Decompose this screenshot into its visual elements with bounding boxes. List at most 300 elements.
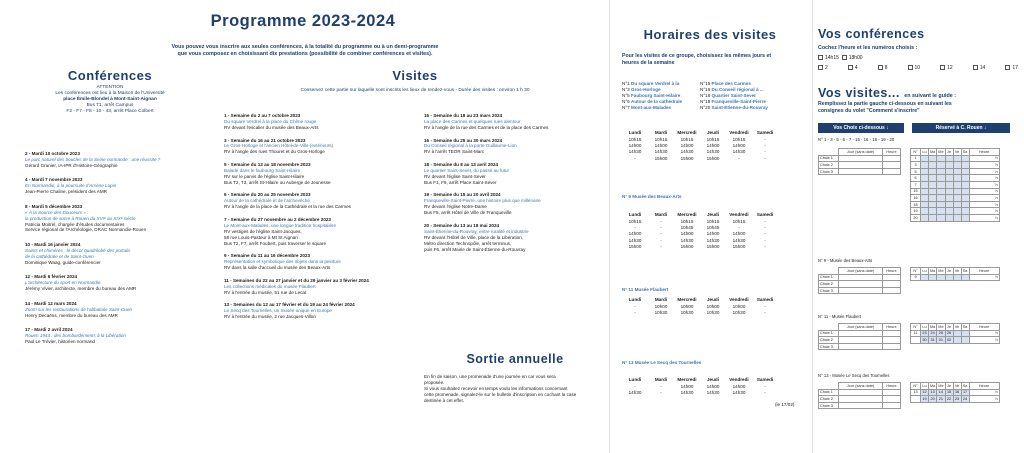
reserve-table xyxy=(910,267,1000,281)
day-cell: 23 xyxy=(954,396,960,401)
attention-label: ATTENTION xyxy=(96,85,124,90)
time-cell: 14h30 xyxy=(628,390,642,396)
block-3-label: N° 11 - Musée Flaubert xyxy=(818,314,862,319)
group-number: N°1 xyxy=(622,81,630,86)
day-cell xyxy=(953,188,961,195)
jour-input[interactable] xyxy=(839,337,883,344)
row-number: 15 xyxy=(911,188,921,195)
visit-date: 18 - Semaine du 8 au 13 avril 2024 xyxy=(424,162,499,168)
group-name: Mont-aux-Malades xyxy=(631,104,672,110)
jour-input[interactable] xyxy=(839,389,883,396)
group-number: N°20 xyxy=(700,104,711,110)
choice-header-row xyxy=(819,383,901,390)
reserve-row xyxy=(911,208,1000,215)
block-4-label: N° 13 - Musée Le Secq des Tournelles xyxy=(818,373,890,378)
day-cell xyxy=(945,162,953,169)
day-cell xyxy=(929,274,937,281)
conferences-title: Conférences xyxy=(67,68,153,83)
time-cell: - xyxy=(764,137,766,142)
reserve-row xyxy=(911,168,1000,175)
heure-input[interactable] xyxy=(883,281,901,288)
time-cell: 10h00 xyxy=(706,304,720,309)
visit-rv: Métro direction Technopôle, arrêt terminus, xyxy=(424,240,512,246)
heure-input[interactable] xyxy=(883,402,901,409)
visit-date: 15 - Semaine du 18 au 23 mars 2024 xyxy=(424,113,503,118)
day-cell xyxy=(953,181,961,188)
choice-label: Choix 1 xyxy=(819,155,839,162)
jour-input[interactable] xyxy=(839,287,883,294)
reserve-grid-2 xyxy=(910,267,1000,281)
vos-choix-button[interactable]: Vos Choix ci-dessous ↓ xyxy=(818,123,904,133)
time-cell: 10h15 xyxy=(706,219,720,224)
weekday-header: Ma xyxy=(930,149,936,154)
time-cell: 14h30 xyxy=(706,149,720,155)
jour-input[interactable] xyxy=(839,274,883,281)
schedule-table xyxy=(622,212,778,250)
day-header: Mercredi xyxy=(677,130,697,136)
choice-header-row xyxy=(819,324,901,331)
choice-label: Choix 3 xyxy=(819,287,839,294)
day-cell xyxy=(929,175,937,182)
time-cell: 10h00 xyxy=(654,304,668,309)
heure-input[interactable] xyxy=(883,287,901,294)
time-cell: - xyxy=(764,310,766,316)
choice-table xyxy=(818,267,901,294)
heure-header: Heure xyxy=(883,268,901,275)
choice-label: Choix 3 xyxy=(819,402,839,409)
group-list-right xyxy=(700,81,805,111)
number-option[interactable] xyxy=(818,65,828,71)
time-cell: 14h30 xyxy=(654,149,668,155)
heure-input[interactable] xyxy=(883,168,901,175)
conferences-list xyxy=(25,151,215,354)
jour-input[interactable] xyxy=(839,155,883,162)
day-header: Mardi xyxy=(654,212,668,218)
time-cell: 14h30 xyxy=(628,149,642,155)
time-cell: 10h15 xyxy=(732,219,746,224)
schedule-table-2 xyxy=(622,212,778,250)
time-cell: - xyxy=(764,149,766,155)
day-cell: 25 xyxy=(937,330,945,337)
group-name: Gros-Horloge xyxy=(631,86,661,92)
horaires-title: Horaires des visites xyxy=(643,27,777,42)
day-header: Vendredi xyxy=(729,377,749,383)
conference-item xyxy=(25,151,215,169)
heure-input[interactable] xyxy=(883,155,901,162)
weekday-header: Ma xyxy=(930,383,936,388)
checkbox-icon[interactable] xyxy=(973,65,978,70)
sortie-line: cette promenade, signalez-le sur le bulletin d'inscription en cochant la case xyxy=(424,391,577,397)
time-cell: - xyxy=(634,304,636,309)
visit-rv: Bus T2, F7, arrêt Foubert, puis traverser le square xyxy=(224,240,327,246)
visit-rv: RV à l'entrée du musée, 51 rue de Lecat xyxy=(224,289,307,295)
time-cell: - xyxy=(660,243,662,249)
day-cell xyxy=(945,195,953,202)
heure-cell: h xyxy=(969,168,999,175)
checkbox-icon[interactable] xyxy=(818,65,823,70)
conference-item xyxy=(25,301,215,319)
blank-cell xyxy=(819,268,839,275)
vos-visites-title: Vos visites... xyxy=(818,86,900,100)
reserve-grid-3 xyxy=(910,323,1000,344)
sortie-line: Si vous souhaitez recevoir en temps voulu les informations concernant xyxy=(424,385,568,391)
choice-row xyxy=(819,168,901,175)
number-option[interactable] xyxy=(848,65,858,71)
heure-cell: h xyxy=(969,274,999,281)
group-name: Quartier Saint-Sever xyxy=(711,92,756,98)
day-cell xyxy=(937,155,945,162)
group-name: Saint-Étienne-du-Rouvray xyxy=(711,104,768,110)
jour-header: Jour (sans date) xyxy=(839,268,883,275)
group-number: N°15 xyxy=(700,81,711,86)
day-cell: 19 xyxy=(922,396,927,401)
conference-item xyxy=(25,204,215,234)
row-number: 19 xyxy=(911,208,921,215)
reserve-row xyxy=(911,389,1000,396)
time-cell: - xyxy=(764,243,766,249)
visit-title: Balade dans le faubourg Saint-Hilaire xyxy=(224,167,301,173)
visites-intro: Conservez cette partie sur laquelle sont inscrits les lieux de rendez-vous - Durée des visites : environ 1 h 30 xyxy=(300,88,530,93)
number-option[interactable] xyxy=(878,65,888,71)
choice-row xyxy=(819,337,901,344)
jour-input[interactable] xyxy=(839,162,883,169)
row-number: 3 xyxy=(911,162,921,169)
heure-input[interactable] xyxy=(883,162,901,169)
number-label: 17 xyxy=(1012,65,1018,71)
row-number: 13 xyxy=(911,389,921,396)
jour-input[interactable] xyxy=(839,396,883,403)
weekday-header: Ve xyxy=(954,324,960,329)
day-cell xyxy=(961,201,969,208)
time-cell: 10h15 xyxy=(706,137,720,142)
weekday-header: Sa xyxy=(962,149,968,154)
heure-input[interactable] xyxy=(883,330,901,337)
weekday-header: Lu xyxy=(922,324,927,329)
conference-title: L'architecture du sport en Normandie xyxy=(25,280,101,286)
time-cell: 14h00 xyxy=(628,143,642,149)
day-cell xyxy=(961,337,969,344)
day-cell xyxy=(921,195,929,202)
time-cell: 14h00 xyxy=(654,143,668,149)
day-cell xyxy=(929,155,937,162)
jour-input[interactable] xyxy=(839,402,883,409)
conference-speaker: Patricia Moitrel, chargée d'études documentaires xyxy=(25,221,125,227)
day-cell xyxy=(961,168,969,175)
group-number: N°19 xyxy=(700,98,711,104)
day-cell xyxy=(953,201,961,208)
weekday-header: Lu xyxy=(922,268,927,273)
choice-label: Choix 2 xyxy=(819,162,839,169)
row-number: 16 xyxy=(911,195,921,202)
heure-cell: h xyxy=(969,195,999,202)
day-cell xyxy=(961,214,969,221)
choice-label: Choix 1 xyxy=(819,389,839,396)
conference-title: Zoom sur les restaurations de l'abbatiale Saint-Ouen xyxy=(25,306,133,312)
day-cell xyxy=(953,330,961,337)
vos-visites-heading xyxy=(818,84,1023,102)
programme-title: Programme 2023-2024 xyxy=(210,12,396,30)
heure-header: Heure xyxy=(969,149,999,156)
day-cell xyxy=(921,188,929,195)
checkbox-icon[interactable] xyxy=(842,55,847,60)
checkbox-icon[interactable] xyxy=(818,55,823,60)
schedule-table-1 xyxy=(622,130,778,162)
time-cell: 14h00 xyxy=(680,231,694,237)
checkbox-icon[interactable] xyxy=(878,65,883,70)
choice-row xyxy=(819,281,901,288)
reserve-header-row xyxy=(911,383,1000,390)
day-cell: 12 xyxy=(922,390,927,395)
visites-title: Visites xyxy=(392,68,438,83)
time-cell: 10h30 xyxy=(654,310,668,316)
visit-rv: RV à l'arrêt TEOR Saint-Marc xyxy=(424,149,485,155)
day-cell xyxy=(953,155,961,162)
group-number: N°6 xyxy=(622,98,630,104)
time-option[interactable] xyxy=(842,55,863,61)
day-cell xyxy=(921,155,929,162)
checkbox-icon[interactable] xyxy=(848,65,853,70)
row-number: 9 xyxy=(911,274,921,281)
day-cell: 31 xyxy=(929,337,937,344)
reserve-row xyxy=(911,162,1000,169)
time-cell: 10h45 xyxy=(680,225,694,231)
choice-table xyxy=(818,382,901,409)
heure-input[interactable] xyxy=(883,343,901,350)
group-name: Du square Verdrel à la xyxy=(631,81,680,86)
heure-cell: h xyxy=(969,188,999,195)
day-cell xyxy=(937,162,945,169)
day-cell: 02 xyxy=(946,337,952,342)
day-cell: 24 xyxy=(962,396,968,401)
visit-rv: puis F6, arrêt Mairie de Saint-Étienne-du-Rouvray xyxy=(424,246,526,252)
jour-input[interactable] xyxy=(839,330,883,337)
number-header: N° xyxy=(911,383,921,390)
day-cell xyxy=(953,162,961,169)
day-cell xyxy=(929,181,937,188)
day-cell: 16 xyxy=(954,390,960,395)
intro-line-1: Vous pouvez vous inscrire aux seules conférences, à la totalité du programme ou à un demi-programme xyxy=(171,44,439,50)
table-header-row xyxy=(622,130,778,137)
reserve-row xyxy=(911,396,1000,403)
checkbox-icon[interactable] xyxy=(908,65,913,70)
blank-cell xyxy=(819,324,839,331)
visit-date: 3 - Semaine du 16 au 21 octobre 2023 xyxy=(224,137,306,143)
blank-cell xyxy=(819,383,839,390)
group-item xyxy=(700,105,805,111)
heure-cell: h xyxy=(969,201,999,208)
sortie-title: Sortie annuelle xyxy=(466,352,564,366)
day-header: Vendredi xyxy=(729,212,749,218)
heure-input[interactable] xyxy=(883,274,901,281)
day-cell xyxy=(953,274,961,281)
conference-title: En Normandie, à la poursuite d'Arsène Lupin xyxy=(25,183,117,189)
day-cell xyxy=(921,274,929,281)
number-option[interactable] xyxy=(940,65,953,71)
table-header-row xyxy=(622,212,778,219)
notice-line: place Émile-Blondel à Mont-Saint-Aignan xyxy=(63,96,157,102)
jour-header: Jour (sans date) xyxy=(839,383,883,390)
group-number: N°16 xyxy=(700,86,711,92)
time-cell: 10h15 xyxy=(680,219,694,224)
day-cell xyxy=(945,155,953,162)
visit-title: Du square Verdrel à la place du Chêne rouge xyxy=(224,118,317,124)
conference-title: « À la Source des Douceurs » : xyxy=(25,209,89,215)
day-header: Samedi xyxy=(756,212,774,218)
time-cell: 10h15 xyxy=(654,137,668,142)
time-choices xyxy=(818,55,863,61)
day-cell: 26 xyxy=(946,331,952,336)
row-number xyxy=(911,396,921,403)
day-cell xyxy=(961,195,969,202)
weekday-header: Sa xyxy=(962,268,968,273)
row-number: 7 xyxy=(911,181,921,188)
sortie-line: proposée. xyxy=(424,379,445,385)
visit-rv: Bus F5, arrêt Hôtel de Ville de Franqueville xyxy=(424,210,512,216)
number-label: 2 xyxy=(825,65,828,71)
day-cell: 17 xyxy=(962,390,968,395)
visit-rv: RV à l'angle de la place de la Cathédrale et la rue des Carmes xyxy=(224,204,351,210)
reserve-table xyxy=(910,382,1000,403)
row-number: 5 xyxy=(911,168,921,175)
blank-cell xyxy=(819,149,839,156)
heure-input[interactable] xyxy=(883,396,901,403)
heure-input[interactable] xyxy=(883,337,901,344)
schedule-label-3: N° 11 Musée Flaubert xyxy=(622,287,669,292)
conference-item xyxy=(25,327,215,345)
visit-title: Saint-Étienne-du-Rouvray, entre ruralité et industrie xyxy=(424,228,529,234)
day-cell xyxy=(953,214,961,221)
heure-cell: h xyxy=(969,337,999,344)
visit-item xyxy=(224,113,416,131)
time-cell: - xyxy=(634,155,636,161)
time-cell: 14h00 xyxy=(706,384,720,389)
schedule-label-2: N° 9 Musée des Beaux-Arts xyxy=(622,194,682,199)
group-number: N°3 xyxy=(622,86,630,92)
visit-title: Franqueville-Saint-Pierre, une histoire plus que millénaire xyxy=(424,198,541,204)
day-cell xyxy=(937,274,945,281)
time-cell: - xyxy=(634,384,636,389)
row-number: 1 xyxy=(911,155,921,162)
schedule-table xyxy=(622,377,778,396)
schedule-label-4: N° 13 Musée Le Secq des Tournelles xyxy=(622,360,702,365)
reserve-row xyxy=(911,214,1000,221)
conference-date: 17 - Mardi 2 avril 2024 xyxy=(25,327,73,333)
checkbox-icon[interactable] xyxy=(1005,65,1010,70)
day-cell xyxy=(953,195,961,202)
number-header: N° xyxy=(911,149,921,156)
time-cell: 15h00 xyxy=(680,155,694,161)
reserve-row xyxy=(911,330,1000,337)
heure-header: Heure xyxy=(969,324,999,331)
choice-grid-3 xyxy=(818,323,901,350)
number-option[interactable] xyxy=(1005,65,1018,71)
day-header: Lundi xyxy=(628,212,642,218)
heure-cell: h xyxy=(969,175,999,182)
row-number: 11 xyxy=(911,330,921,337)
day-header: Samedi xyxy=(756,130,774,136)
group-name: Franqueville-Saint-Pierre xyxy=(711,98,766,104)
reserve-row xyxy=(911,175,1000,182)
day-cell: 30 xyxy=(922,337,927,342)
jour-header: Jour (sans date) xyxy=(839,324,883,331)
day-cell xyxy=(929,162,937,169)
number-option[interactable] xyxy=(973,65,986,71)
day-cell xyxy=(929,195,937,202)
choice-row xyxy=(819,402,901,409)
jour-input[interactable] xyxy=(839,281,883,288)
checkbox-icon[interactable] xyxy=(940,65,945,70)
time-option[interactable] xyxy=(818,55,839,61)
jour-input[interactable] xyxy=(839,343,883,350)
time-cell: 15h00 xyxy=(654,155,668,161)
time-cell: 14h30 xyxy=(732,390,746,396)
visit-rv: RV à l'angle des rues Thouret et du Gros-Horloge xyxy=(224,149,325,155)
schedule-table xyxy=(622,297,778,316)
time-cell: - xyxy=(634,225,636,231)
time-cell: 14h30 xyxy=(706,390,720,396)
day-cell xyxy=(945,208,953,215)
conference-speaker: Jean-Pierre Chaline, président des AMR xyxy=(25,189,107,195)
day-cell xyxy=(953,175,961,182)
visit-item xyxy=(224,162,416,186)
group-name: Faubourg Saint-Hilaire xyxy=(631,92,681,98)
time-cell: 14h00 xyxy=(706,231,720,237)
day-cell xyxy=(937,175,945,182)
visit-item xyxy=(224,192,416,210)
number-option[interactable] xyxy=(908,65,921,71)
number-label: 4 xyxy=(854,65,858,71)
visit-rv: RV devant l'église Saint-Sever xyxy=(424,173,486,179)
visit-rv: RV devant l'église Notre-Dame xyxy=(424,204,487,210)
visit-title: Les collections médicales du musée Flaubert xyxy=(224,283,316,289)
conference-item xyxy=(25,177,215,195)
conference-speaker: Dominique Waag, guide-conférencier xyxy=(25,259,101,265)
visit-rv: RV vestiges de l'église Saint-Jacques, xyxy=(224,228,302,234)
time-cell: 14h00 xyxy=(732,143,746,149)
choice-label: Choix 2 xyxy=(819,281,839,288)
weekday-header: Me xyxy=(938,268,944,273)
heure-cell: h xyxy=(969,162,999,169)
heure-header: Heure xyxy=(883,149,901,156)
table-row xyxy=(622,390,778,396)
conference-item xyxy=(25,242,215,266)
choice-row xyxy=(819,389,901,396)
reserve-row xyxy=(911,188,1000,195)
heure-input[interactable] xyxy=(883,389,901,396)
jour-input[interactable] xyxy=(839,168,883,175)
schedule-table xyxy=(622,130,778,162)
time-cell: - xyxy=(660,225,662,231)
number-label: 10 xyxy=(914,65,921,71)
day-cell xyxy=(961,175,969,182)
schedule-note: (le 17/02) xyxy=(775,402,795,407)
day-cell: 14 xyxy=(937,389,945,396)
heure-header: Heure xyxy=(969,268,999,275)
time-cell: 14h00 xyxy=(628,231,642,237)
visit-item xyxy=(224,302,416,320)
choice-row xyxy=(819,330,901,337)
time-cell: - xyxy=(764,231,766,237)
choice-label: Choix 1 xyxy=(819,274,839,281)
table-row xyxy=(622,244,778,250)
visit-date: 9 - Semaine du 11 au 16 décembre 2023 xyxy=(224,253,311,259)
visites-col-1 xyxy=(224,113,416,327)
conference-speaker: Jérémy Vivier, architecte, membre du bureau des AMR xyxy=(25,286,137,292)
reserve-button[interactable]: Réservé à C. Rouen ↓ xyxy=(912,123,1010,133)
reserve-row xyxy=(911,201,1000,208)
day-cell: 15 xyxy=(946,390,952,395)
vos-conferences-title: Vos conférences xyxy=(818,27,925,41)
